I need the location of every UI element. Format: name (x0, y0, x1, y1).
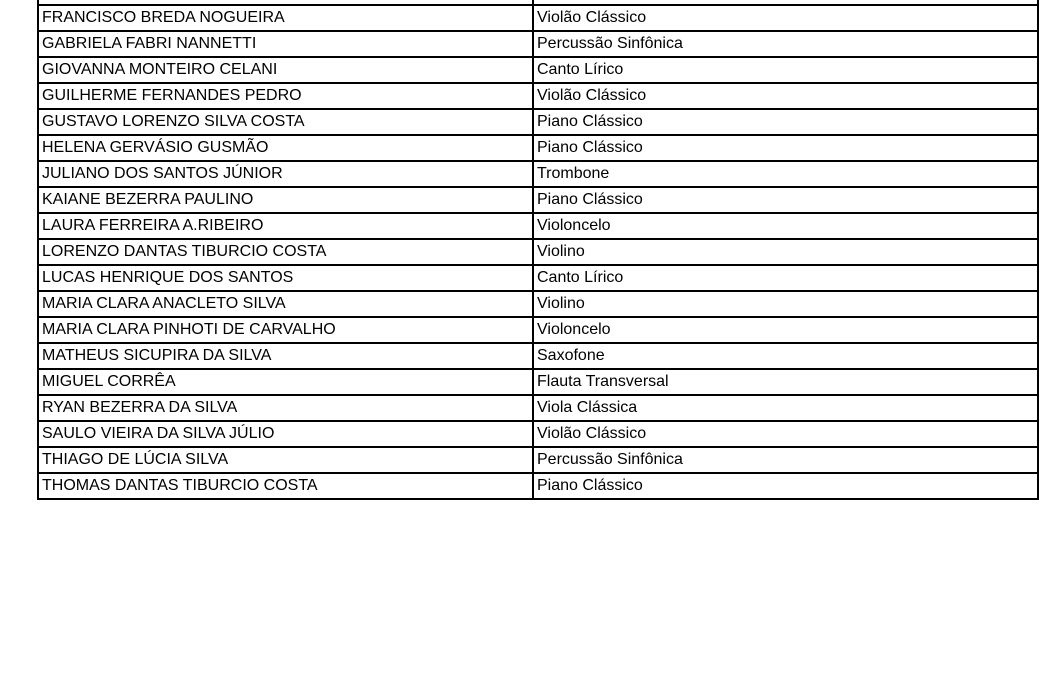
instrument-cell: Piano Clássico (533, 135, 1038, 161)
instrument-cell: Violoncelo (533, 317, 1038, 343)
student-name-cell: GIOVANNA MONTEIRO CELANI (38, 57, 533, 83)
student-name-cell: RYAN BEZERRA DA SILVA (38, 395, 533, 421)
instrument-cell: Violoncelo (533, 213, 1038, 239)
student-name-cell: MARIA CLARA PINHOTI DE CARVALHO (38, 317, 533, 343)
student-roster-table (37, 0, 1039, 500)
instrument-cell: Piano Clássico (533, 187, 1038, 213)
instrument-cell: Trombone (533, 161, 1038, 187)
table-row (38, 369, 1038, 395)
student-name-cell: FRANCISCO BREDA NOGUEIRA (38, 5, 533, 31)
instrument-cell: Violino (533, 239, 1038, 265)
instrument-cell: Piano Clássico (533, 109, 1038, 135)
instrument-cell: Violão Clássico (533, 421, 1038, 447)
student-name-cell: THOMAS DANTAS TIBURCIO COSTA (38, 473, 533, 499)
student-name-cell: MARIA CLARA ANACLETO SILVA (38, 291, 533, 317)
instrument-cell: Piano Clássico (533, 473, 1038, 499)
student-name-cell: GUSTAVO LORENZO SILVA COSTA (38, 109, 533, 135)
instrument-cell: Saxofone (533, 343, 1038, 369)
table-row (38, 109, 1038, 135)
instrument-cell: Percussão Sinfônica (533, 447, 1038, 473)
instrument-cell: Canto Lírico (533, 57, 1038, 83)
student-name-cell: THIAGO DE LÚCIA SILVA (38, 447, 533, 473)
student-name-cell: LAURA FERREIRA A.RIBEIRO (38, 213, 533, 239)
table-row (38, 31, 1038, 57)
table-row (38, 5, 1038, 31)
instrument-cell: Viola Clássica (533, 395, 1038, 421)
table-row (38, 187, 1038, 213)
table-row (38, 265, 1038, 291)
instrument-cell: Percussão Sinfônica (533, 31, 1038, 57)
table-row (38, 317, 1038, 343)
instrument-cell: Flauta Transversal (533, 369, 1038, 395)
student-name-cell: SAULO VIEIRA DA SILVA JÚLIO (38, 421, 533, 447)
table-row (38, 421, 1038, 447)
roster-table-body (38, 0, 1038, 499)
instrument-cell: Violino (533, 291, 1038, 317)
student-name-cell: GABRIELA FABRI NANNETTI (38, 31, 533, 57)
instrument-cell: Violão Clássico (533, 83, 1038, 109)
student-name-cell: MATHEUS SICUPIRA DA SILVA (38, 343, 533, 369)
student-name-cell: GUILHERME FERNANDES PEDRO (38, 83, 533, 109)
table-row (38, 213, 1038, 239)
student-name-cell: LORENZO DANTAS TIBURCIO COSTA (38, 239, 533, 265)
table-row (38, 395, 1038, 421)
student-name-cell: KAIANE BEZERRA PAULINO (38, 187, 533, 213)
table-row (38, 57, 1038, 83)
table-row (38, 447, 1038, 473)
student-name-cell: JULIANO DOS SANTOS JÚNIOR (38, 161, 533, 187)
table-row (38, 161, 1038, 187)
student-name-cell: LUCAS HENRIQUE DOS SANTOS (38, 265, 533, 291)
table-row (38, 239, 1038, 265)
table-row (38, 291, 1038, 317)
student-name-cell: HELENA GERVÁSIO GUSMÃO (38, 135, 533, 161)
table-row (38, 83, 1038, 109)
instrument-cell: Violão Clássico (533, 5, 1038, 31)
table-row (38, 473, 1038, 499)
instrument-cell: Canto Lírico (533, 265, 1038, 291)
table-row (38, 135, 1038, 161)
student-name-cell: MIGUEL CORRÊA (38, 369, 533, 395)
table-row (38, 343, 1038, 369)
